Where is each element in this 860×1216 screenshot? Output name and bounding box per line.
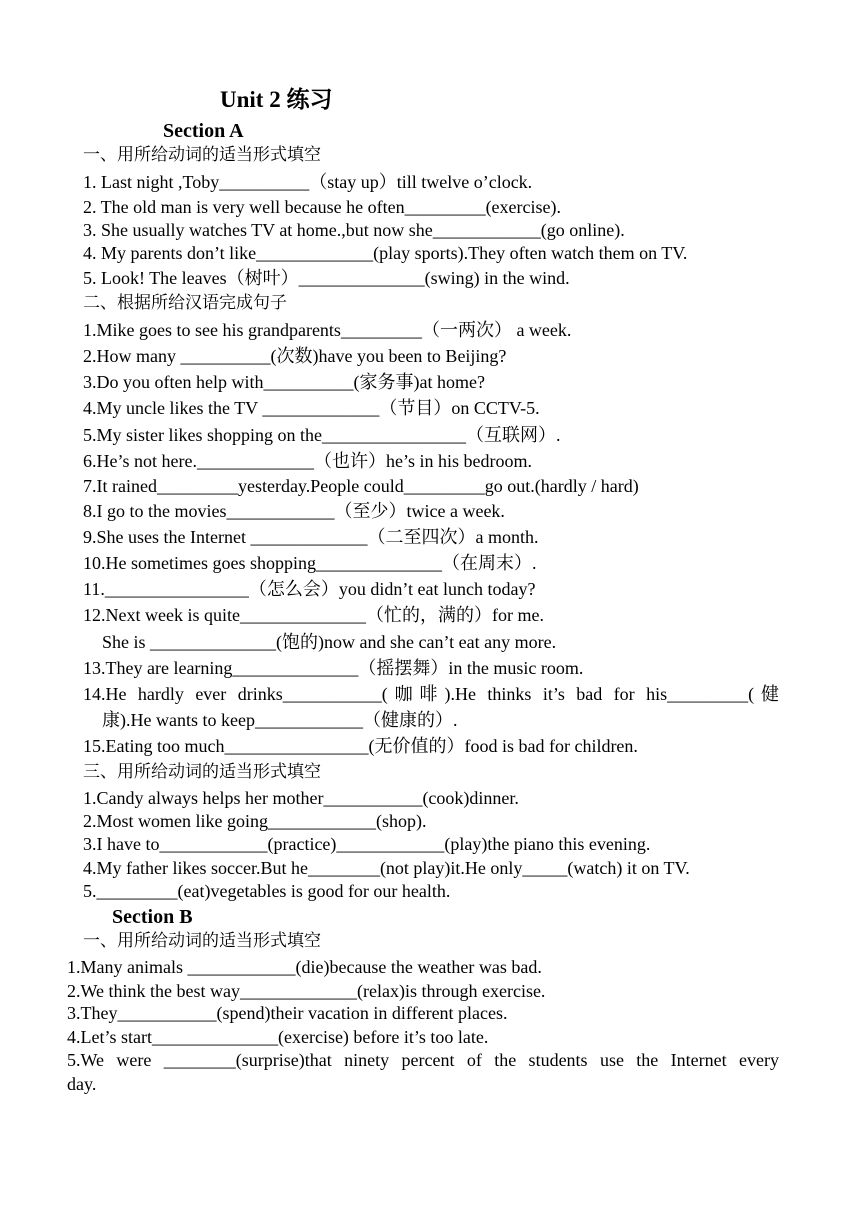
exercise-line: 1.Many animals ____________(die)because the weather was bad. [67, 957, 542, 977]
section-a-part2-heading: 二、根据所给汉语完成句子 [83, 293, 287, 313]
exercise-line: 4.My father likes soccer.But he________(not play)it.He only_____(watch) it on TV. [83, 858, 690, 878]
section-a-label: Section A [163, 120, 244, 142]
exercise-line: 3. She usually watches TV at home.,but now she____________(go online). [83, 220, 625, 240]
exercise-line: 10.He sometimes goes shopping______________（在周末）. [83, 553, 537, 573]
section-a-part1-heading: 一、用所给动词的适当形式填空 [83, 145, 321, 165]
exercise-line: 3.Do you often help with__________(家务事)at home? [83, 372, 485, 392]
exercise-line: 5._________(eat)vegetables is good for our health. [83, 881, 451, 901]
exercise-line: She is ______________(饱的)now and she can’t eat any more. [102, 632, 557, 652]
section-b-label: Section B [112, 906, 193, 928]
exercise-line: 4.My uncle likes the TV _____________（节目）on CCTV-5. [83, 398, 540, 418]
exercise-line: 11.________________（怎么会）you didn’t eat lunch today? [83, 579, 536, 599]
exercise-line: 5.My sister likes shopping on the________________（互联网）. [83, 425, 561, 445]
exercise-line: 2.How many __________(次数)have you been to Beijing? [83, 346, 507, 366]
exercise-line: 14.He hardly ever drinks___________(咖啡).He thinks it’s bad for his_________(健 [83, 684, 779, 704]
exercise-line: 2.We think the best way_____________(relax)is through exercise. [67, 981, 546, 1001]
exercise-line: 3.I have to____________(practice)____________(play)the piano this evening. [83, 834, 651, 854]
exercise-line: 康).He wants to keep____________（健康的）. [102, 710, 458, 730]
exercise-line: 13.They are learning______________（摇摆舞）in the music room. [83, 658, 584, 678]
exercise-line: 2.Most women like going____________(shop). [83, 811, 427, 831]
exercise-line: 1.Candy always helps her mother___________(cook)dinner. [83, 788, 519, 808]
exercise-line: 1. Last night ,Toby__________（stay up）till twelve o’clock. [83, 172, 533, 192]
exercise-line: 3.They___________(spend)their vacation in different places. [67, 1003, 508, 1023]
section-a-part3-heading: 三、用所给动词的适当形式填空 [83, 762, 321, 782]
exercise-line: 15.Eating too much________________(无价值的）food is bad for children. [83, 736, 638, 756]
exercise-line: 6.He’s not here._____________（也许）he’s in his bedroom. [83, 451, 532, 471]
exercise-line: 12.Next week is quite______________（忙的，满的）for me. [83, 605, 544, 625]
exercise-line: 1.Mike goes to see his grandparents_________（一两次） a week. [83, 320, 572, 340]
exercise-line: 7.It rained_________yesterday.People could_________go out.(hardly / hard) [83, 476, 639, 496]
exercise-line: 5. Look! The leaves（树叶）______________(swing) in the wind. [83, 268, 570, 288]
exercise-line: 4.Let’s start______________(exercise) before it’s too late. [67, 1027, 489, 1047]
exercise-line: 9.She uses the Internet _____________（二至四次）a month. [83, 527, 539, 547]
page-title: Unit 2 练习 [220, 87, 333, 112]
exercise-line: 5.We were ________(surprise)that ninety percent of the students use the Internet every [67, 1050, 779, 1070]
exercise-line: 2. The old man is very well because he often_________(exercise). [83, 197, 562, 217]
exercise-line: 4. My parents don’t like_____________(play sports).They often watch them on TV. [83, 243, 688, 263]
section-b-heading: 一、用所给动词的适当形式填空 [83, 931, 321, 951]
exercise-line: 8.I go to the movies____________（至少）twice a week. [83, 501, 505, 521]
exercise-line: day. [67, 1074, 97, 1094]
